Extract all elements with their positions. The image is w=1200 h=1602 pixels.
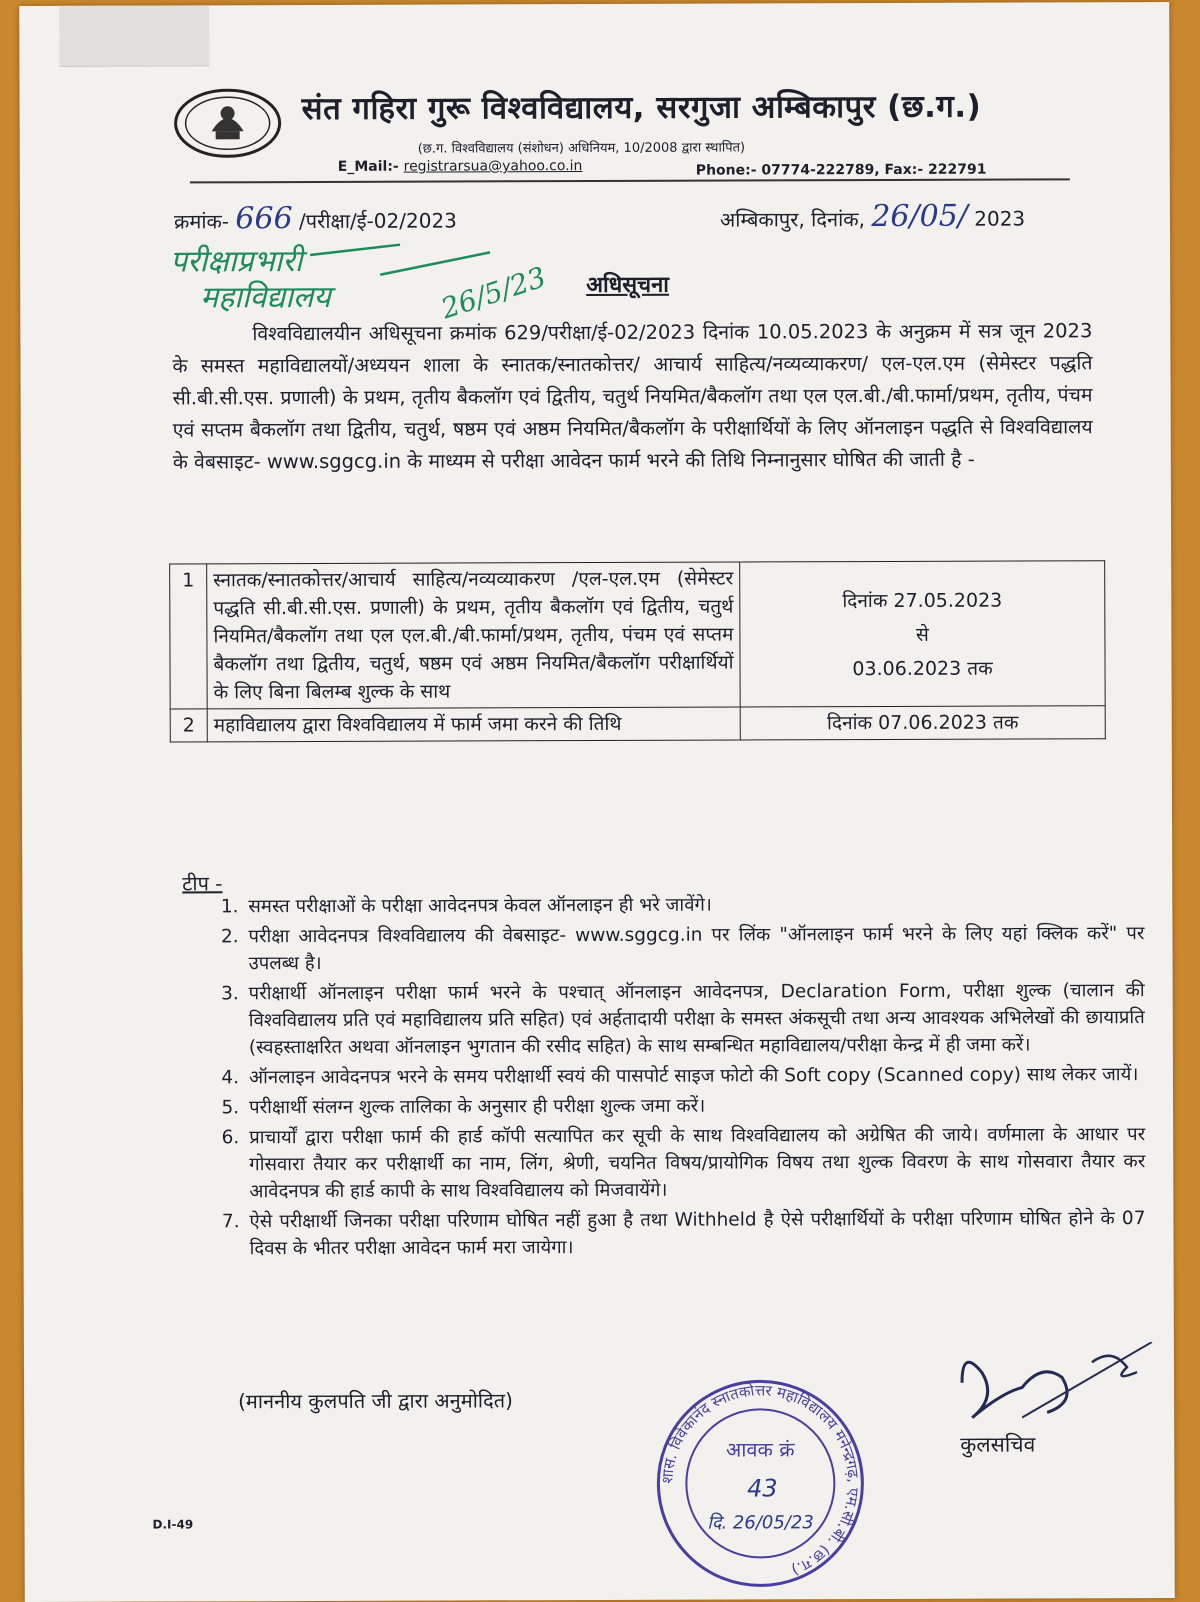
row-description: स्नातक/स्नातकोत्तर/आचार्य साहित्य/नव्यव्याकरण /एल-एल.एम (सेमेस्टर पद्धति सी.बी.सी.एस. प्रणाली) के प्रथम, तृतीय बैकलॉग एवं द्वितीय, चतुर्थ नियमित/बैकलॉग तथा एल एल.बी./बी.फार्मा/प्रथम, तृतीय, पंचम एवं सप्तम बैकलॉग तथा द्वितीय, चतुर्थ, षष्ठम एवं अष्ठम नियमित/बैकलॉग परीक्षार्थियों के लिए बिना बिलम्ब शुल्क के साथ	[207, 562, 741, 709]
list-item: 4. ऑनलाइन आवेदनपत्र भरने के समय परीक्षार्थी स्वयं की पासपोर्ट साइज फोटो की Soft copy (Scanned copy) साथ लेकर जायें।	[245, 1061, 1145, 1091]
notification-body: विश्वविद्यालयीन अधिसूचना क्रमांक 629/परीक्षा/ई-02/2023 दिनांक 10.05.2023 के अनुक्रम में सत्र जून 2023 के समस्त महाविद्यालयों/अध्ययन शाला के स्नातक/स्नातकोत्तर/ आचार्य साहित्य/नव्यव्याकरण/ एल-एल.एम (सेमेस्टर पद्धति सी.बी.सी.एस. प्रणाली) के प्रथम, तृतीय बैकलॉग एवं द्वितीय, चतुर्थ नियमित/बैकलॉग तथा एल एल.बी./बी.फार्मा/प्रथम, तृतीय, पंचम एवं सप्तम बैकलॉग तथा द्वितीय, चतुर्थ, षष्ठम एवं अष्ठम नियमित/बैकलॉग के परीक्षार्थियों के लिए ऑनलाइन पद्धति से विश्वविद्यालय के वेबसाइट- www.sggcg.in के माध्यम से परीक्षा आवेदन फार्म भरने की तिथि निम्नानुसार घोषित की जाती है -	[172, 319, 1093, 474]
place-label: अम्बिकापुर, दिनांक,	[719, 207, 865, 232]
annotation-line-1: परीक्षाप्रभारी	[170, 244, 303, 280]
stamp-date: दि. 26/05/23	[707, 1512, 814, 1534]
form-code: D.I-49	[152, 1517, 194, 1532]
college-receipt-stamp	[650, 1378, 871, 1589]
notification-heading: अधिसूचना	[586, 272, 670, 299]
list-item: 2. परीक्षा आवेदनपत्र विश्वविद्यालय की वेबसाइट- www.sggcg.in पर लिंक "ऑनलाइन फार्म भरने के लिए यहां क्लिक करें" पर उपलब्ध है।	[244, 920, 1144, 977]
annotation-line-2: महाविद्यालय	[200, 279, 331, 316]
stamp-ring-text: शास. विवेकानंद स्नातकोत्तर महाविद्यालय मनेन्द्रगढ़, एम.सी.बी. (छ.ग.)	[658, 1381, 863, 1580]
notes-title: टीप -	[182, 871, 223, 896]
establishment-act: (छ.ग. विश्वविद्यालय (संशोधन) अधिनियम, 10/2008 द्वारा स्थापित)	[417, 140, 746, 157]
schedule-table	[169, 560, 1106, 742]
date-line: 03.06.2023 तक	[852, 657, 993, 681]
list-item: 7. ऐसे परीक्षार्थी जिनका परीक्षा परिणाम घोषित नहीं हुआ है तथा Withheld है ऐसे परीक्षार्थियों के परीक्षा परिणाम घोषित होने के 07 दिवस के भीतर परीक्षा आवेदन फार्म मरा जायेगा।	[245, 1205, 1145, 1262]
list-item: 5. परीक्षार्थी संलग्न शुल्क तालिका के अनुसार ही परीक्षा शुल्क जमा करें।	[245, 1091, 1145, 1121]
registrar-designation: कुलसचिव	[960, 1432, 1036, 1457]
date-line: से	[915, 623, 929, 646]
email-line	[338, 158, 583, 175]
list-item: 1. समस्त परीक्षाओं के परीक्षा आवेदनपत्र केवल ऑनलाइन ही भरे जावेंगे।	[244, 890, 1144, 920]
place-date	[720, 199, 1025, 235]
list-item: 3. परीक्षार्थी ऑनलाइन परीक्षा फार्म भरने के पश्चात् ऑनलाइन आवेदनपत्र, Declaration Form, परीक्षा शुल्क (चालान की विश्वविद्यालय प्रति एवं महाविद्यालय प्रति सहित) एवं अर्हतादायी परीक्षा के समस्त अंकसूची तथा अन्य आवश्यक अभिलेखों की छायाप्रति (स्वहस्ताक्षरित अथवा ऑनलाइन भुगतान की रसीद सहित) के साथ सम्बन्धित महाविद्यालय/परीक्षा केन्द्र में ही जमा करें।	[245, 977, 1145, 1061]
folded-corner	[59, 5, 209, 67]
reference-prefix: क्रमांक-	[173, 209, 230, 234]
row-date	[740, 561, 1106, 707]
row-number: 1	[170, 564, 208, 709]
email-label: E_Mail:-	[337, 158, 399, 175]
list-item: 6. प्राचार्यों द्वारा परीक्षा फार्म की हार्ड कॉपी सत्यापित कर सूची के साथ विश्वविद्यालय को अग्रेषित की जाये। वर्णमाला के आधार पर गोसवारा तैयार कर परीक्षार्थी का नाम, लिंग, श्रेणी, चयनित विषय/प्रायोगिक विषय तथा शुल्क विवरण के साथ गोसवारा तैयार कर आवेदनपत्र की हार्ड कापी के साथ विश्वविद्यालय को मिजवायेंगे।	[245, 1121, 1145, 1205]
reference-handwritten-number: 666	[235, 201, 293, 237]
date-year: 2023	[974, 206, 1026, 231]
table-row	[170, 706, 1105, 742]
header-divider	[190, 178, 1070, 183]
reference-number	[174, 200, 457, 236]
table-row	[170, 561, 1106, 709]
row-date: दिनांक 07.06.2023 तक	[740, 706, 1105, 740]
green-handwritten-annotation	[170, 234, 590, 325]
document-page	[19, 2, 1175, 1602]
date-line: दिनांक 27.05.2023	[842, 589, 1003, 613]
approval-note: (माननीय कुलपति जी द्वारा अनुमोदित)	[238, 1388, 513, 1414]
handwritten-date: 26/05/	[871, 198, 968, 235]
row-number: 2	[170, 709, 207, 742]
email-address: registrarsua@yahoo.co.in	[403, 158, 583, 175]
university-name: संत गहिरा गुरू विश्वविद्यालय, सरगुजा अम्बिकापुर (छ.ग.)	[301, 88, 982, 128]
reference-suffix: /परीक्षा/ई-02/2023	[298, 208, 457, 234]
notes-list	[206, 890, 1145, 1265]
stamp-number: 43	[747, 1474, 778, 1503]
phone-fax: Phone:- 07774-222789, Fax:- 222791	[695, 161, 987, 179]
stamp-label: आवक क्रं	[725, 1437, 795, 1462]
row-description: महाविद्यालय द्वारा विश्वविद्यालय में फार्म जमा करने की तिथि	[207, 707, 740, 742]
annotation-date: 26/5/23	[436, 260, 550, 326]
university-emblem-icon	[172, 87, 284, 159]
